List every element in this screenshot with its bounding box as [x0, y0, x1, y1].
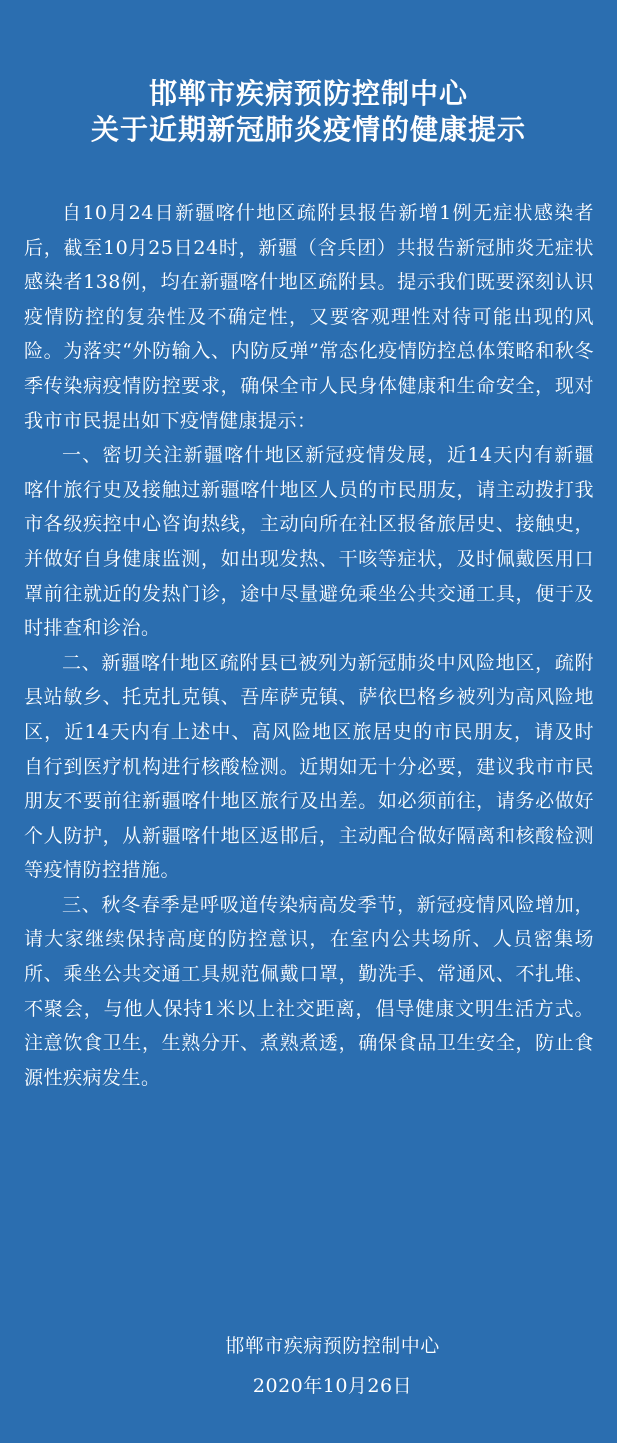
item-1-paragraph: 一、密切关注新疆喀什地区新冠疫情发展，近14天内有新疆喀什旅行史及接触过新疆喀什地区人员的市民朋友，请主动拨打我市各级疾控中心咨询热线，主动向所在社区报备旅居史、接触史，并做好自身健康监测，如出现发热、干咳等症状，及时佩戴医用口罩前往就近的发热门诊，途中尽量避免乘坐公共交通工具，便于及时排查和诊治。 [24, 444, 594, 640]
notice-header [0, 76, 617, 148]
signature-date: 2020年10月26日 [252, 1375, 413, 1397]
item-3-paragraph: 三、秋冬春季是呼吸道传染病高发季节，新冠疫情风险增加，请大家继续保持高度的防控意识，在室内公共场所、人员密集场所、乘坐公共交通工具规范佩戴口罩，勤洗手、常通风、不扎堆、不聚会，与他人保持1米以上社交距离，倡导健康文明生活方式。注意饮食卫生，生熟分开、煮熟煮透，确保食品卫生安全，防止食源性疾病发生。 [24, 893, 594, 1089]
intro-paragraph: 自10月24日新疆喀什地区疏附县报告新增1例无症状感染者后，截至10月25日24时，新疆（含兵团）共报告新冠肺炎无症状感染者138例，均在新疆喀什地区疏附县。提示我们既要深刻认识疫情防控的复杂性及不确定性，又要客观理性对待可能出现的风险。为落实“外防输入、内防反弹”常态化疫情防控总体策略和秋冬季传染病疫情防控要求，确保全市人民身体健康和生命安全，现对我市市民提出如下疫情健康提示： [24, 202, 594, 432]
title-line-2: 关于近期新冠肺炎疫情的健康提示 [90, 113, 526, 146]
title-line-1: 邯郸市疾病预防控制中心 [148, 77, 468, 110]
item-2-paragraph: 二、新疆喀什地区疏附县已被列为新冠肺炎中风险地区，疏附县站敏乡、托克扎克镇、吾库萨克镇、萨依巴格乡被列为高风险地区，近14天内有上述中、高风险地区旅居史的市民朋友，请及时自行到医疗机构进行核酸检测。近期如无十分必要，建议我市市民朋友不要前往新疆喀什地区旅行及出差。如必须前往，请务必做好个人防护，从新疆喀什地区返邯后，主动配合做好隔离和核酸检测等疫情防控措施。 [24, 651, 594, 882]
notice-body [24, 196, 594, 1095]
signature-org: 邯郸市疾病预防控制中心 [225, 1335, 440, 1357]
signature-block [0, 1326, 617, 1406]
